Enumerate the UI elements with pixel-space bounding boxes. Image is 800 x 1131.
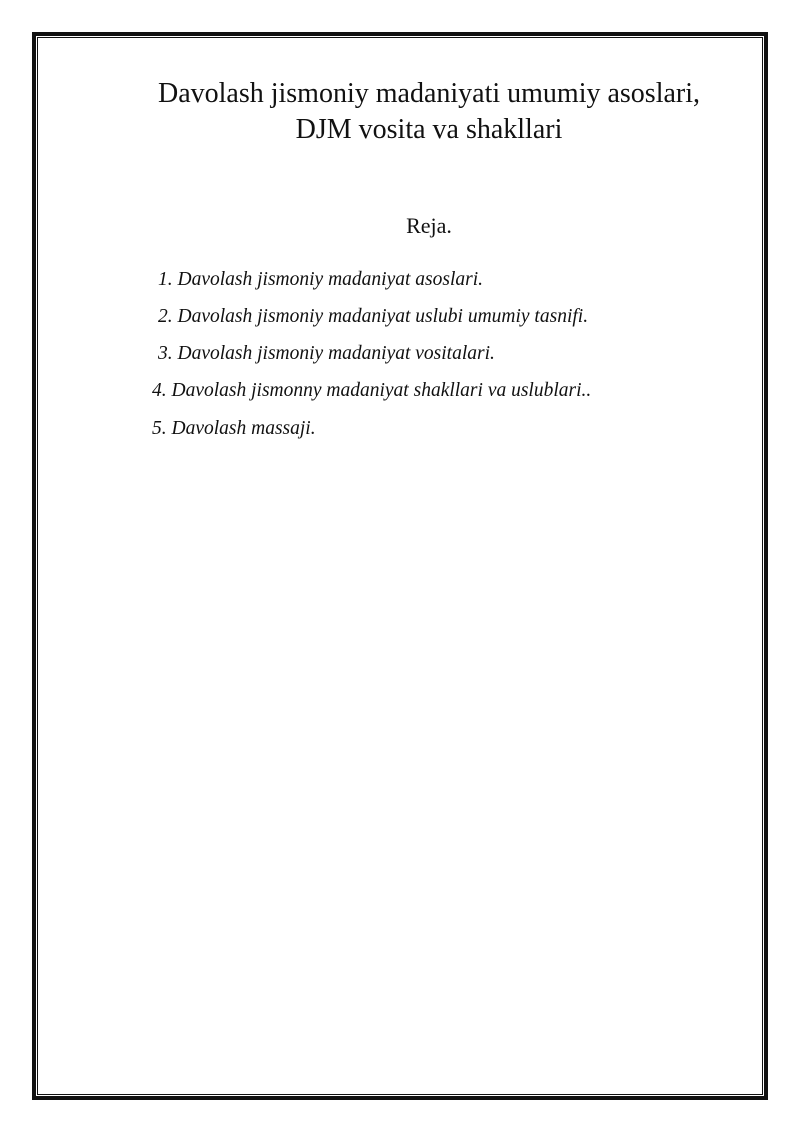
- plan-item-2: 2. Davolash jismoniy madaniyat uslubi umumiy tasnifi.: [158, 306, 589, 327]
- plan-item-4: 4. Davolash jismonny madaniyat shakllari va uslublari..: [152, 380, 592, 401]
- plan-item-5: 5. Davolash massaji.: [152, 418, 316, 439]
- page-inner-border: [37, 37, 763, 1095]
- document-title-line-1: Davolash jismoniy madaniyati umumiy asoslari,: [157, 78, 701, 109]
- plan-item-3: 3. Davolash jismoniy madaniyat vositalari.: [158, 343, 495, 364]
- document-title: [0, 76, 800, 148]
- plan-item-1: 1. Davolash jismoniy madaniyat asoslari.: [158, 269, 483, 290]
- document-title-line-2: DJM vosita va shakllari: [295, 114, 563, 145]
- plan-heading: Reja.: [406, 213, 452, 238]
